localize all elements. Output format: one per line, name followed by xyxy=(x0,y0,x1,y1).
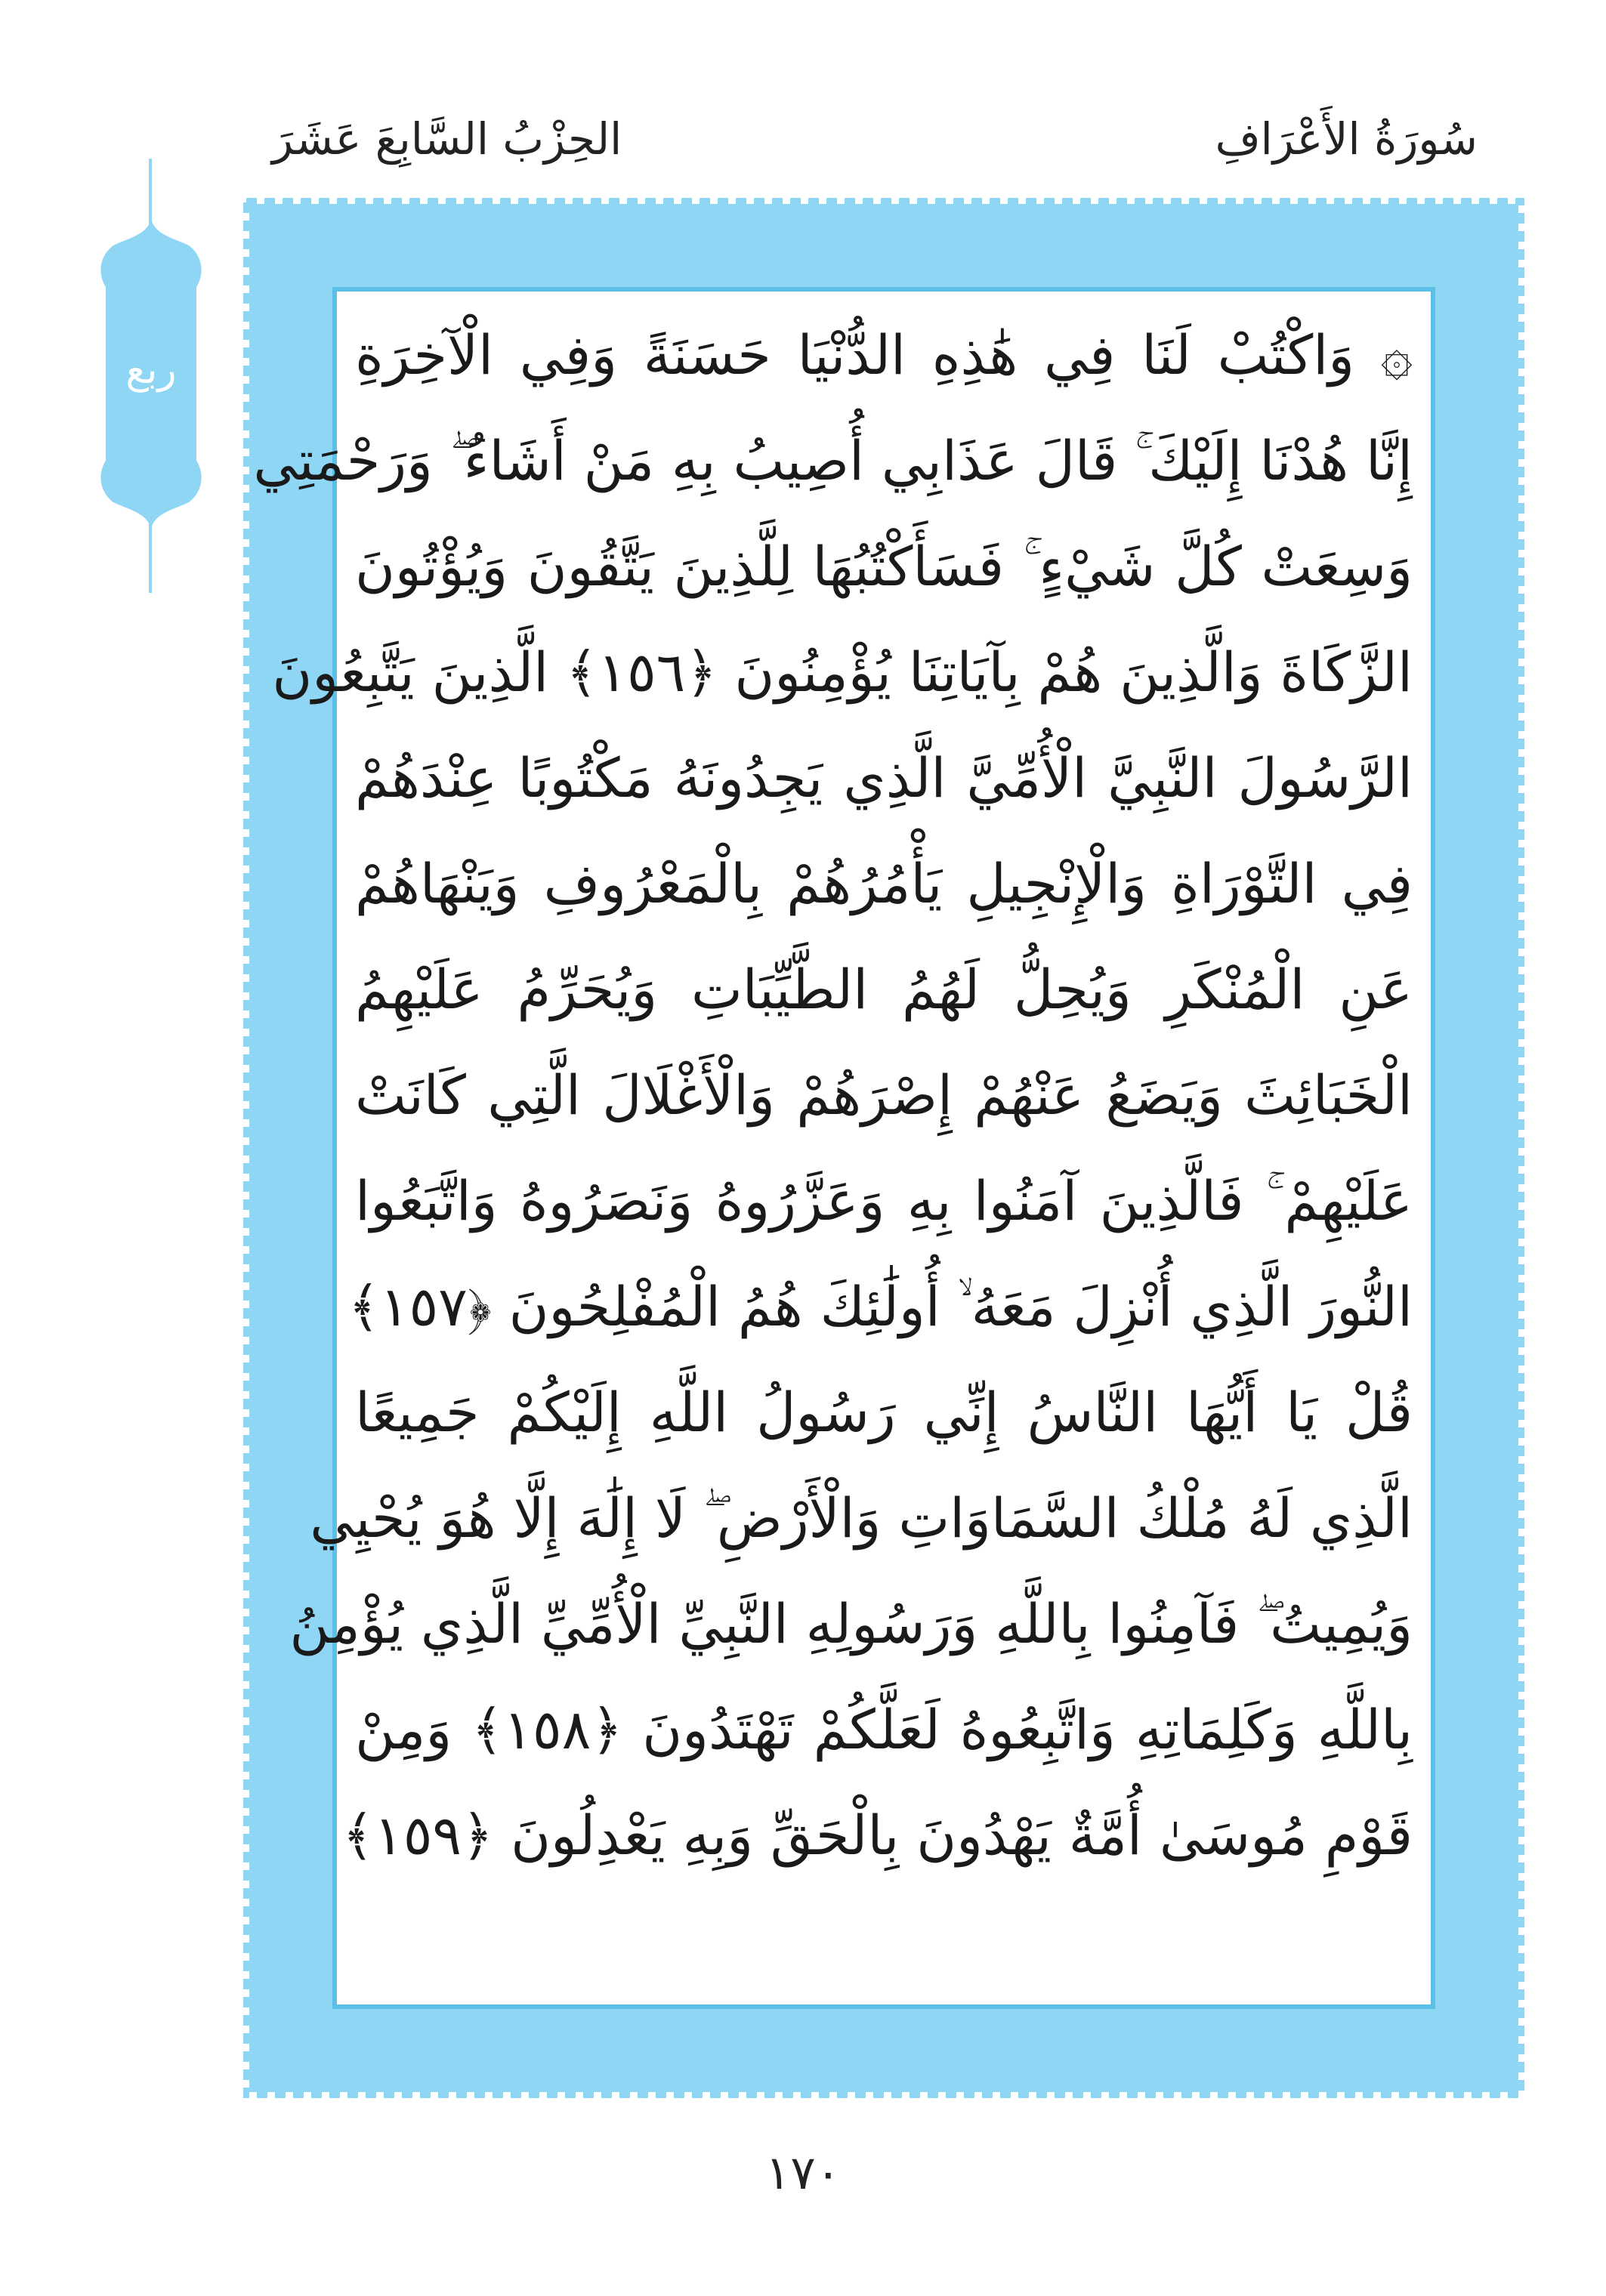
marker-line-bottom xyxy=(149,521,152,593)
hizb-title: الحِزْبُ السَّابِعَ عَشَرَ xyxy=(272,113,622,165)
verse-line-14: بِاللَّهِ وَكَلِمَاتِهِ وَاتَّبِعُوهُ لَعَلَّكُمْ تَهْتَدُونَ ﴿١٥٨﴾ وَمِنْ xyxy=(355,1698,1413,1761)
rub-label: ربع xyxy=(125,347,177,393)
verse-line-1: ۞ وَاكْتُبْ لَنَا فِي هَٰذِهِ الدُّنْيَا حَسَنَةً وَفِي الْآخِرَةِ xyxy=(355,323,1413,387)
verse-line-8: الْخَبَائِثَ وَيَضَعُ عَنْهُمْ إِصْرَهُمْ وَالْأَغْلَالَ الَّتِي كَانَتْ xyxy=(355,1063,1413,1127)
verse-block xyxy=(253,302,1413,1888)
verse-line-15: قَوْمِ مُوسَىٰ أُمَّةٌ يَهْدُونَ بِالْحَقِّ وَبِهِ يَعْدِلُونَ ﴿١٥٩﴾ xyxy=(341,1804,1413,1867)
surah-title: سُورَةُ الأَعْرَافِ xyxy=(1215,113,1478,165)
verse-line-12: الَّذِي لَهُ مُلْكُ السَّمَاوَاتِ وَالْأَرْضِ ۖ لَا إِلَٰهَ إِلَّا هُوَ يُحْيِي xyxy=(310,1486,1413,1550)
verse-line-11: قُلْ يَا أَيُّهَا النَّاسُ إِنِّي رَسُولُ اللَّهِ إِلَيْكُمْ جَمِيعًا xyxy=(355,1381,1413,1444)
page-number: ١٧٠ xyxy=(765,2145,841,2200)
verse-line-3: وَسِعَتْ كُلَّ شَيْءٍ ۚ فَسَأَكْتُبُهَا لِلَّذِينَ يَتَّقُونَ وَيُؤْتُونَ xyxy=(355,535,1413,598)
verse-line-4: الزَّكَاةَ وَالَّذِينَ هُمْ بِآيَاتِنَا يُؤْمِنُونَ ﴿١٥٦﴾ الَّذِينَ يَتَّبِعُونَ xyxy=(272,640,1413,704)
verse-line-6: فِي التَّوْرَاةِ وَالْإِنْجِيلِ يَأْمُرُهُمْ بِالْمَعْرُوفِ وَيَنْهَاهُمْ xyxy=(355,852,1413,915)
verse-line-10: النُّورَ الَّذِي أُنْزِلَ مَعَهُ ۙ أُولَٰئِكَ هُمُ الْمُفْلِحُونَ ﴿١٥٧﴾ xyxy=(347,1275,1413,1338)
verse-line-7: عَنِ الْمُنْكَرِ وَيُحِلُّ لَهُمُ الطَّيِّبَاتِ وَيُحَرِّمُ عَلَيْهِمُ xyxy=(355,958,1413,1021)
verse-line-13: وَيُمِيتُ ۖ فَآمِنُوا بِاللَّهِ وَرَسُولِهِ النَّبِيِّ الْأُمِّيِّ الَّذِي يُؤْمِنُ xyxy=(289,1592,1413,1656)
verse-line-9: عَلَيْهِمْ ۚ فَالَّذِينَ آمَنُوا بِهِ وَعَزَّرُوهُ وَنَصَرُوهُ وَاتَّبَعُوا xyxy=(355,1169,1413,1233)
verse-line-5: الرَّسُولَ النَّبِيَّ الْأُمِّيَّ الَّذِي يَجِدُونَهُ مَكْتُوبًا عِنْدَهُمْ xyxy=(355,746,1413,810)
verse-line-2: إِنَّا هُدْنَا إِلَيْكَ ۚ قَالَ عَذَابِي أُصِيبُ بِهِ مَنْ أَشَاءُ ۖ وَرَحْمَتِي xyxy=(253,429,1413,492)
